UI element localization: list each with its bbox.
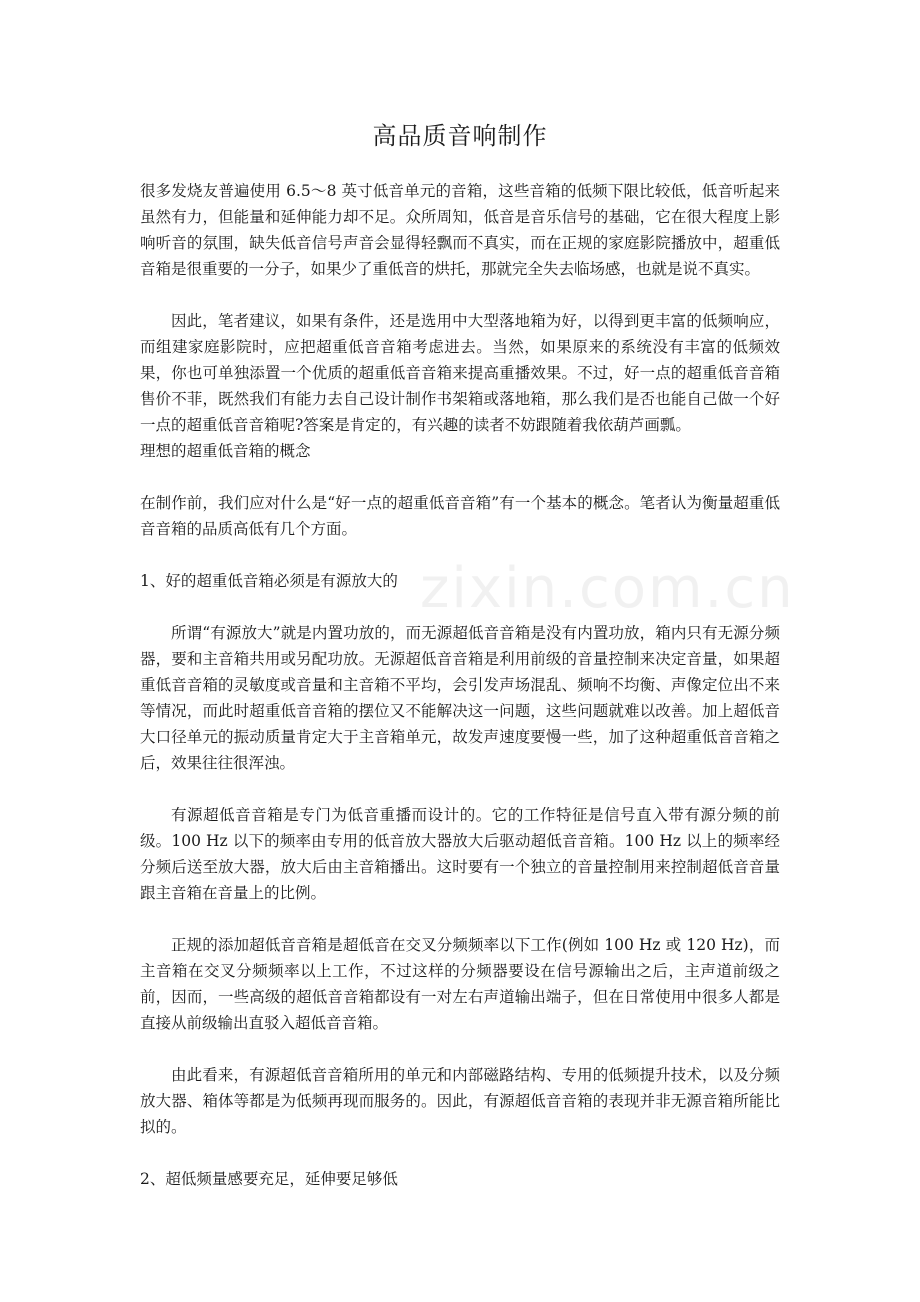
paragraph-intro: 很多发烧友普遍使用 6.5～8 英寸低音单元的音箱，这些音箱的低频下限比较低，低音听起来虽然有力，但能量和延伸能力却不足。众所周知，低音是音乐信号的基础，它在很大程度上影响听音的氛围，缺失低音信号声音会显得轻飘而不真实，而在正规的家庭影院播放中，超重低音箱是很重要的一分子，如果少了重低音的烘托，那就完全失去临场感，也就是说不真实。 [140, 182, 780, 278]
point-heading-2: 2、超低频量感要充足，延伸要足够低 [140, 1170, 398, 1188]
paragraph-suggestion: 因此，笔者建议，如果有条件，还是选用中大型落地箱为好，以得到更丰富的低频响应，而组建家庭影院时，应把超重低音音箱考虑进去。当然，如果原来的系统没有丰富的低频效果，你也可单独添置一个优质的超重低音音箱来提高重播效果。不过，好一点的超重低音音箱售价不菲，既然我们有能力去自己设计制作书架箱或落地箱，那么我们是否也能自己做一个好一点的超重低音音箱呢?答案是肯定的，有兴趣的读者不妨跟随着我依葫芦画瓢。 [140, 312, 780, 434]
document-body [140, 178, 780, 1192]
section-heading-concept: 理想的超重低音箱的概念 [140, 442, 311, 460]
paragraph-active-subwoofer: 有源超低音音箱是专门为低音重播而设计的。它的工作特征是信号直入带有源分频的前级。100 Hz 以下的频率由专用的低音放大器放大后驱动超低音音箱。100 Hz 以上的频率经分频后送至放大器，放大后由主音箱播出。这时要有一个独立的音量控制用来控制超低音音量跟主音箱在音量上的比例。 [140, 806, 780, 902]
point-heading-1: 1、好的超重低音箱必须是有源放大的 [140, 572, 398, 590]
document-title: 高品质音响制作 [372, 122, 548, 150]
paragraph-conclusion: 由此看来，有源超低音音箱所用的单元和内部磁路结构、专用的低频提升技术，以及分频放大器、箱体等都是为低频再现而服务的。因此，有源超低音音箱的表现并非无源音箱所能比拟的。 [140, 1066, 780, 1136]
paragraph-concept: 在制作前，我们应对什么是“好一点的超重低音音箱”有一个基本的概念。笔者认为衡量超重低音音箱的品质高低有几个方面。 [140, 494, 780, 538]
watermark-logo: zixin.com.cn [420, 556, 795, 621]
paragraph-active-amplification: 所谓“有源放大”就是内置功放的，而无源超低音音箱是没有内置功放，箱内只有无源分频器，要和主音箱共用或另配功放。无源超低音音箱是利用前级的音量控制来决定音量，如果超重低音音箱的灵敏度或音量和主音箱不平均，会引发声场混乱、频响不均衡、声像定位出不来等情况，而此时超重低音音箱的摆位又不能解决这一问题，这些问题就难以改善。加上超低音大口径单元的振动质量肯定大于主音箱单元，故发声速度要慢一些，加了这种超重低音音箱之后，效果往往很浑浊。 [140, 624, 780, 772]
paragraph-crossover: 正规的添加超低音音箱是超低音在交叉分频频率以下工作(例如 100 Hz 或 120 Hz)，而主音箱在交叉分频频率以上工作，不过这样的分频器要设在信号源输出之后，主声道前级之前，因而，一些高级的超低音音箱都设有一对左右声道输出端子，但在日常使用中很多人都是直接从前级输出直驳入超低音音箱。 [140, 936, 780, 1032]
